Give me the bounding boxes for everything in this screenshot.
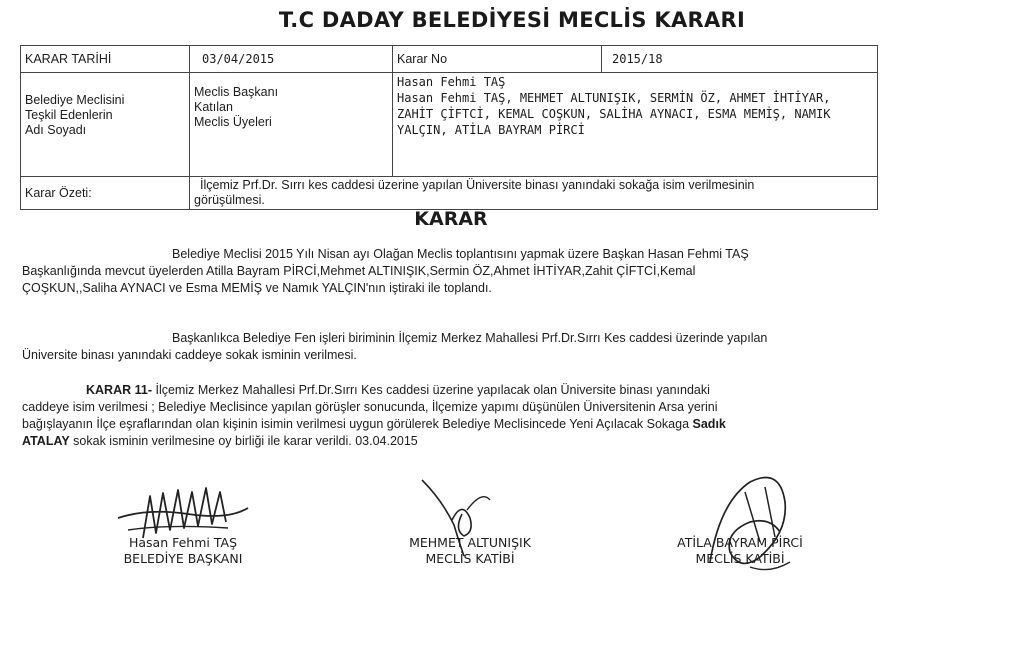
- p3-line: caddeye isim verilmesi ; Belediye Meclisince yapılan görüşler sonucunda, İlçemize yapımı düşünülen Üniversitenin Arsa yerini: [22, 400, 718, 414]
- role-baskan: Meclis Başkanı: [194, 85, 279, 99]
- karar-number: KARAR 11-: [86, 383, 152, 397]
- info-table: [20, 45, 878, 210]
- ozet-line: görüşülmesi.: [194, 193, 265, 207]
- karar-heading: KARAR: [414, 208, 488, 230]
- signer-name: MEHMET ALTUNIŞIK: [409, 535, 531, 550]
- street-name-part: ATALAY: [22, 434, 70, 448]
- document-title: T.C DADAY BELEDİYESİ MECLİS KARARI: [278, 8, 746, 32]
- meclis-label-line: Teşkil Edenlerin: [25, 108, 113, 122]
- karar-tarihi-value: 03/04/2015: [190, 46, 393, 73]
- signer-title: MECLİS KATİBİ: [425, 551, 515, 566]
- signer-title: MECLİS KATİBİ: [695, 551, 785, 566]
- p1-line: Belediye Meclisi 2015 Yılı Nisan ayı Olağan Meclis toplantısını yapmak üzere Başkan Hasan Fehmi TAŞ: [172, 247, 749, 261]
- p2-line: Başkanlıkca Belediye Fen işleri biriminin İlçemiz Merkez Mahallesi Prf.Dr.Sırrı Kes caddesi üzerinde yapılan: [172, 331, 768, 345]
- karar-no-label: Karar No: [393, 46, 602, 73]
- baskan-name: Hasan Fehmi TAŞ: [397, 75, 506, 89]
- street-name-part: Sadık: [692, 417, 726, 431]
- karar-no-value: 2015/18: [602, 46, 878, 73]
- signer-title: BELEDİYE BAŞKANI: [123, 551, 243, 566]
- meclis-label-line: Adı Soyadı: [25, 123, 87, 137]
- p1-line: ÇOŞKUN,,Saliha AYNACI ve Esma MEMİŞ ve Namık YALÇIN'nın iştiraki ile toplandı.: [22, 281, 492, 295]
- paragraph-1: [22, 246, 864, 297]
- paragraph-2: [22, 330, 864, 364]
- p3-line: sokak isminin verilmesine oy birliği ile karar verildi. 03.04.2015: [69, 434, 418, 448]
- ozet-text: [190, 177, 878, 210]
- role-katilan: Katılan: [194, 100, 233, 114]
- p3-line: İlçemiz Merkez Mahallesi Prf.Dr.Sırrı Kes caddesi üzerine yapılacak olan Üniversite binası yanındaki: [152, 383, 710, 397]
- members-line: ZAHİT ÇİFTCİ, KEMAL COŞKUN, SALİHA AYNACI, ESMA MEMİŞ, NAMIK: [397, 107, 831, 121]
- members-line: YALÇIN, ATİLA BAYRAM PİRCİ: [397, 123, 585, 137]
- p3-line: bağışlayanın İlçe eşraflarından olan kişinin isimin verilmesi uygun görülerek Belediye Meclisincede Yeni Açılacak Sokaga: [22, 417, 693, 431]
- karar-tarihi-label: KARAR TARİHİ: [21, 46, 190, 73]
- ozet-line: İlçemiz Prf.Dr. Sırrı kes caddesi üzerine yapılan Üniversite binası yanındaki sokağa isim verilmesinin: [200, 178, 755, 192]
- p1-line: Başkanlığında mevcut üyelerden Atilla Bayram PİRCİ,Mehmet ALTINIŞIK,Sermin ÖZ,Ahmet İHTİYAR,Zahit ÇİFTCİ,Kemal: [22, 264, 696, 278]
- role-uyeler: Meclis Üyeleri: [194, 115, 272, 129]
- signature-block-katip-1: [380, 535, 560, 567]
- p2-line: Üniversite binası yanındaki caddeye sokak isminin verilmesi.: [22, 348, 357, 362]
- signature-block-baskan: [98, 535, 268, 567]
- signer-name: Hasan Fehmi TAŞ: [128, 535, 238, 550]
- meclis-label: [21, 73, 190, 177]
- paragraph-3: [22, 382, 864, 450]
- ozet-label: Karar Özeti:: [21, 177, 190, 210]
- members-line: Hasan Fehmi TAŞ, MEHMET ALTUNIŞIK, SERMİN ÖZ, AHMET İHTİYAR,: [397, 91, 831, 105]
- members-cell: [393, 73, 878, 177]
- meclis-label-line: Belediye Meclisini: [25, 93, 125, 107]
- signature-block-katip-2: [640, 535, 840, 567]
- signer-name: ATİLA BAYRAM PİRCİ: [677, 535, 803, 550]
- roles-cell: [190, 73, 393, 177]
